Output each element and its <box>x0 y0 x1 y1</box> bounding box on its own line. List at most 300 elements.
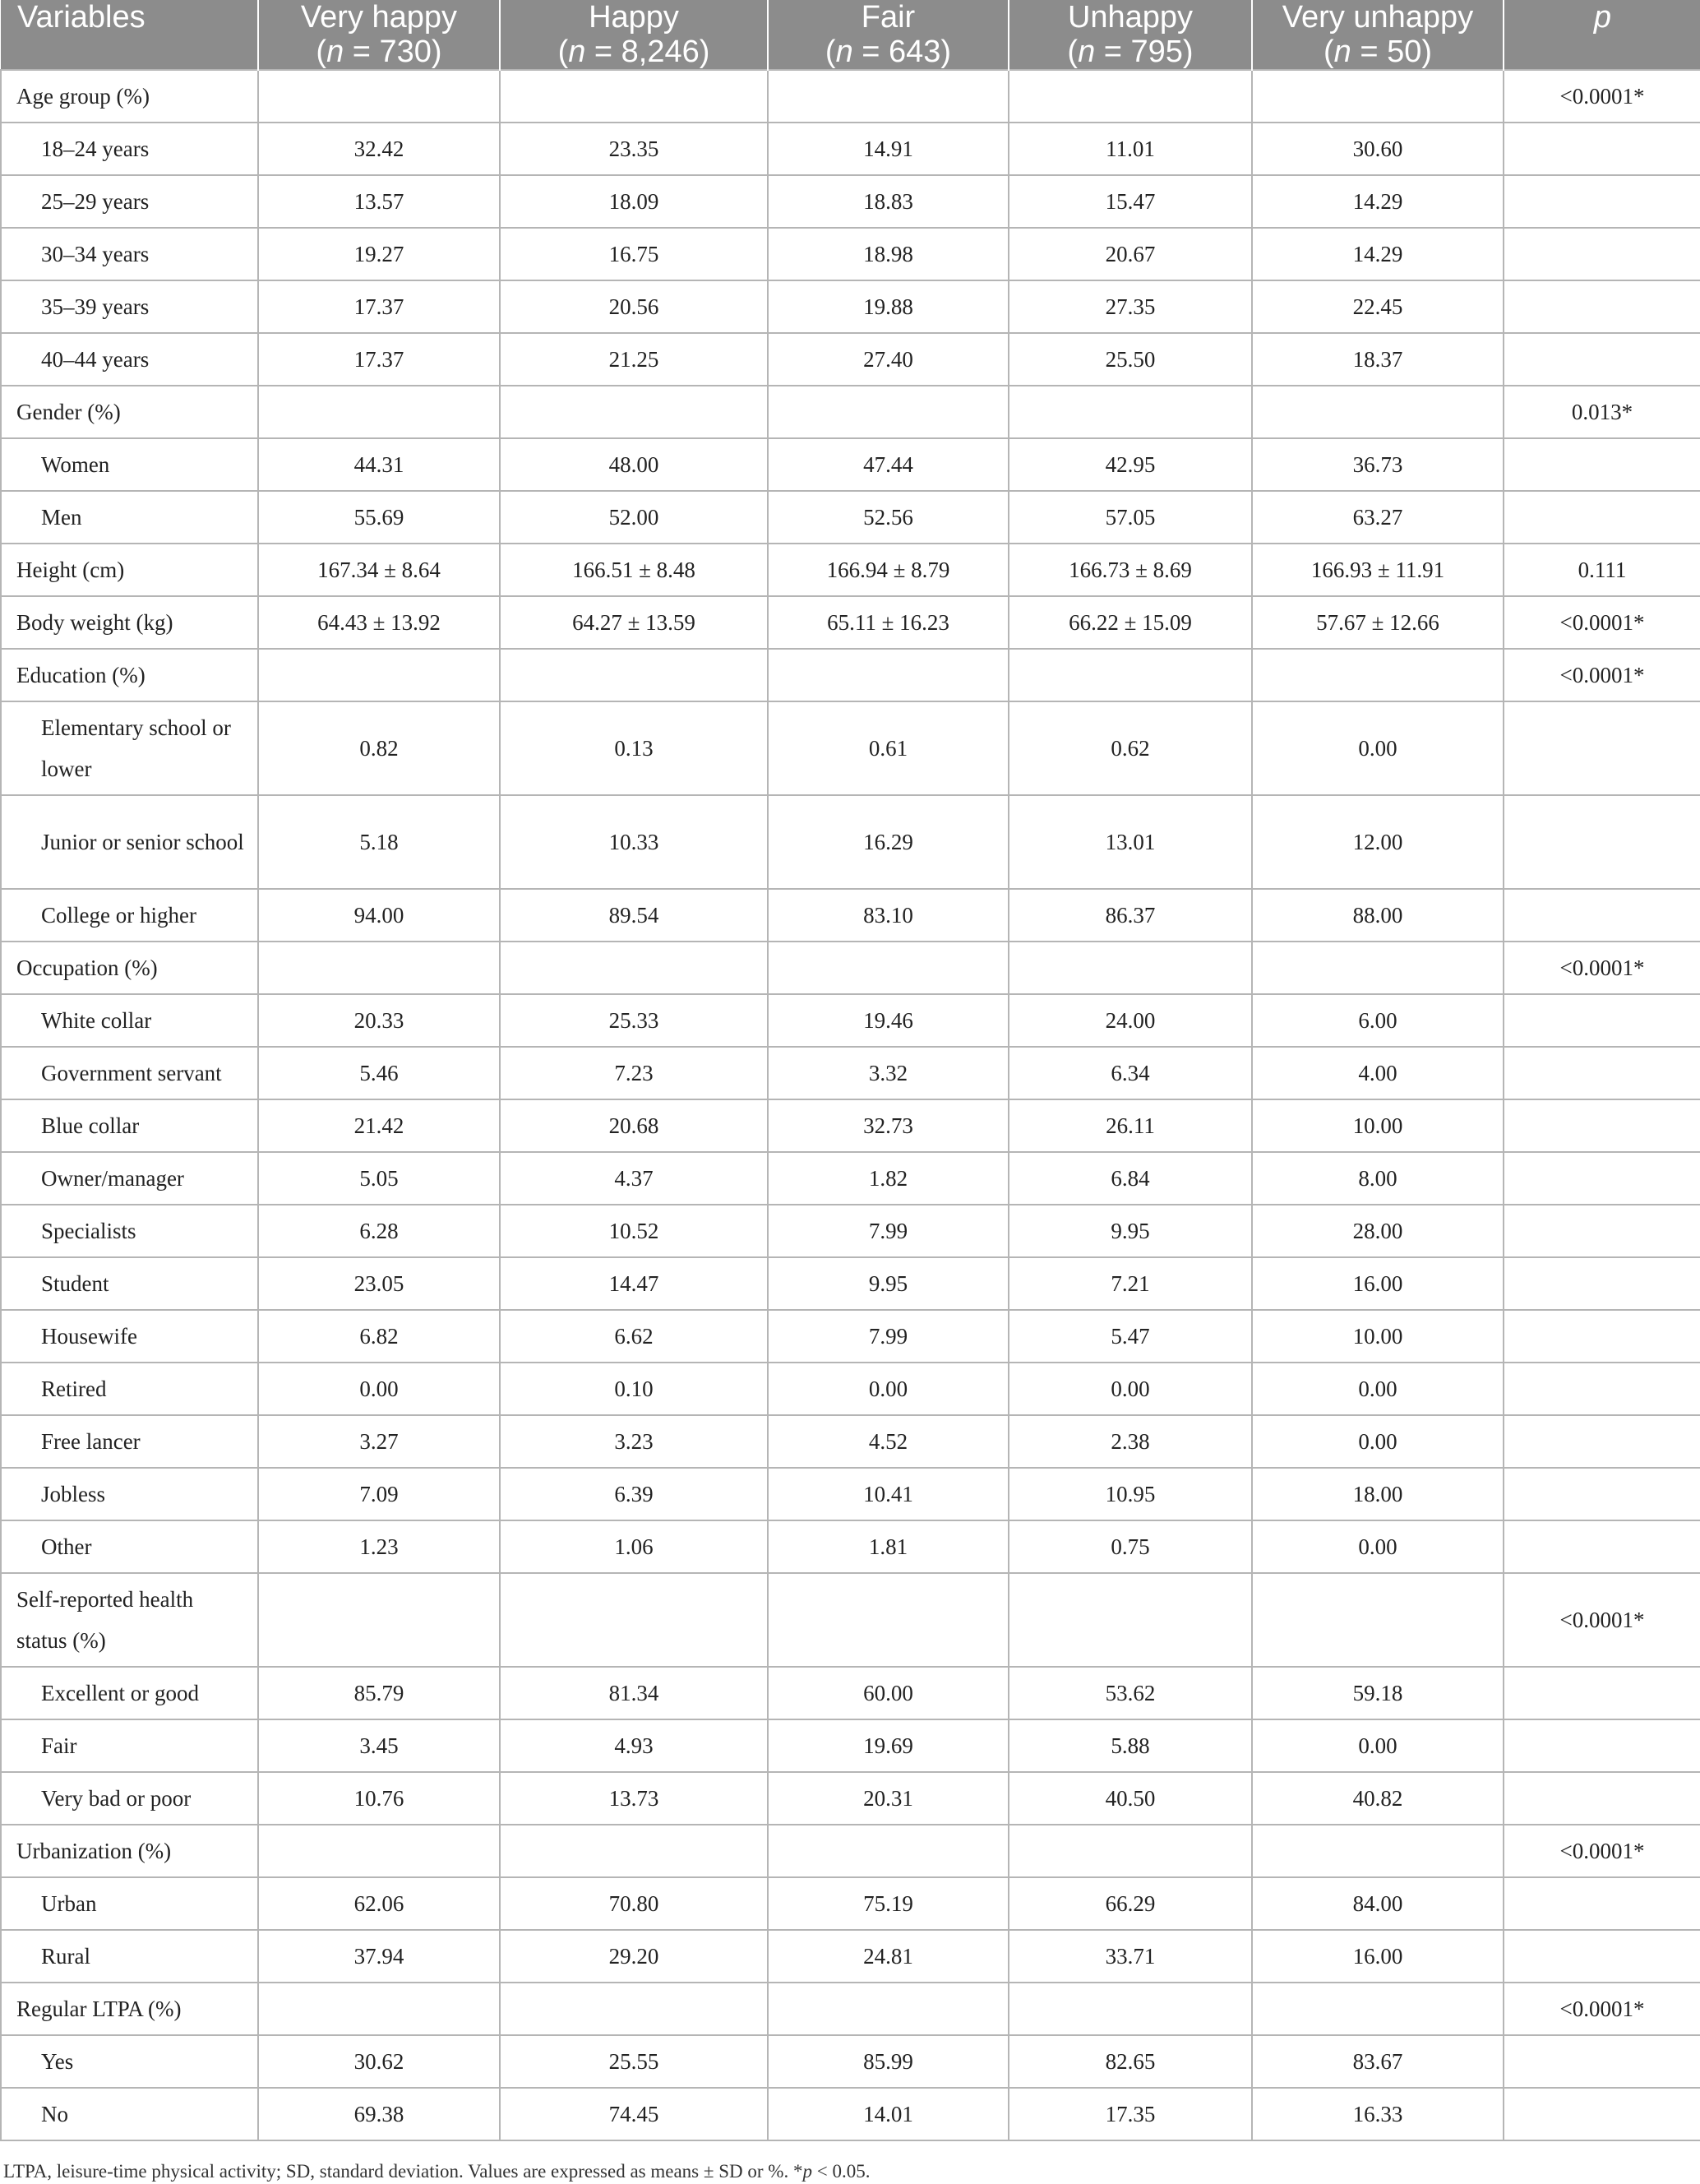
column-header-n: (n = 8,246) <box>557 35 710 69</box>
table-row <box>1 994 1700 1047</box>
column-header-0 <box>1 0 258 70</box>
value-cell: 4.52 <box>768 1415 1009 1468</box>
column-header-6 <box>1504 0 1700 70</box>
value-cell <box>768 70 1009 123</box>
value-cell: 0.10 <box>500 1363 768 1415</box>
value-cell <box>1252 1573 1504 1667</box>
value-cell: 16.75 <box>500 228 768 280</box>
value-cell: 0.13 <box>500 701 768 795</box>
value-cell: 40.50 <box>1009 1772 1252 1825</box>
value-cell: 6.39 <box>500 1468 768 1520</box>
table-row <box>1 1877 1700 1930</box>
value-cell: 52.00 <box>500 491 768 544</box>
value-cell: 28.00 <box>1252 1205 1504 1257</box>
value-cell: 166.94 ± 8.79 <box>768 544 1009 596</box>
value-cell: 24.81 <box>768 1930 1009 1983</box>
value-cell: 57.67 ± 12.66 <box>1252 596 1504 649</box>
table-row <box>1 2035 1700 2088</box>
p-value-cell <box>1504 1468 1700 1520</box>
category-label: Regular LTPA (%) <box>1 1983 258 2035</box>
row-label: 35–39 years <box>1 280 258 333</box>
footnote-text: LTPA, leisure-time physical activity; SD, standard deviation. Values are expressed as means ± SD or %. * <box>3 2161 803 2182</box>
value-cell: 7.99 <box>768 1205 1009 1257</box>
value-cell <box>1009 1983 1252 2035</box>
value-cell: 27.40 <box>768 333 1009 386</box>
value-cell: 4.93 <box>500 1719 768 1772</box>
category-row <box>1 386 1700 438</box>
value-cell <box>1252 942 1504 994</box>
value-cell: 166.51 ± 8.48 <box>500 544 768 596</box>
value-cell: 25.50 <box>1009 333 1252 386</box>
value-cell: 47.44 <box>768 438 1009 491</box>
row-label: Elementary school or lower <box>1 701 258 795</box>
value-cell: 5.46 <box>258 1047 500 1099</box>
p-value-cell: 0.013* <box>1504 386 1700 438</box>
value-cell <box>1252 1825 1504 1877</box>
category-row <box>1 1573 1700 1667</box>
value-cell: 4.37 <box>500 1152 768 1205</box>
value-cell: 15.47 <box>1009 175 1252 228</box>
row-label: 25–29 years <box>1 175 258 228</box>
value-cell <box>1009 649 1252 701</box>
p-value-cell <box>1504 701 1700 795</box>
table-row <box>1 333 1700 386</box>
value-cell: 32.42 <box>258 123 500 175</box>
row-label: Other <box>1 1520 258 1573</box>
value-cell: 83.10 <box>768 889 1009 942</box>
category-row <box>1 544 1700 596</box>
p-value-cell <box>1504 123 1700 175</box>
row-label: College or higher <box>1 889 258 942</box>
value-cell: 3.27 <box>258 1415 500 1468</box>
row-label: Urban <box>1 1877 258 1930</box>
value-cell: 3.32 <box>768 1047 1009 1099</box>
column-header-4 <box>1009 0 1252 70</box>
value-cell: 40.82 <box>1252 1772 1504 1825</box>
value-cell: 17.35 <box>1009 2088 1252 2140</box>
value-cell: 10.00 <box>1252 1310 1504 1363</box>
value-cell: 24.00 <box>1009 994 1252 1047</box>
value-cell: 0.00 <box>258 1363 500 1415</box>
value-cell: 166.93 ± 11.91 <box>1252 544 1504 596</box>
p-value-cell: <0.0001* <box>1504 942 1700 994</box>
p-value-cell: <0.0001* <box>1504 596 1700 649</box>
category-label: Body weight (kg) <box>1 596 258 649</box>
footnote-text-end: < 0.05. <box>811 2161 871 2182</box>
value-cell: 21.25 <box>500 333 768 386</box>
column-header-1 <box>258 0 500 70</box>
value-cell: 5.05 <box>258 1152 500 1205</box>
value-cell: 86.37 <box>1009 889 1252 942</box>
value-cell: 10.00 <box>1252 1099 1504 1152</box>
p-value-cell <box>1504 1719 1700 1772</box>
value-cell: 18.00 <box>1252 1468 1504 1520</box>
value-cell: 10.41 <box>768 1468 1009 1520</box>
value-cell: 27.35 <box>1009 280 1252 333</box>
row-label: Yes <box>1 2035 258 2088</box>
value-cell: 6.84 <box>1009 1152 1252 1205</box>
value-cell: 1.23 <box>258 1520 500 1573</box>
value-cell: 74.45 <box>500 2088 768 2140</box>
value-cell: 14.29 <box>1252 175 1504 228</box>
value-cell: 16.33 <box>1252 2088 1504 2140</box>
value-cell: 81.34 <box>500 1667 768 1719</box>
table-row <box>1 1047 1700 1099</box>
value-cell: 0.00 <box>1252 1520 1504 1573</box>
value-cell: 13.57 <box>258 175 500 228</box>
column-header-label: Variables <box>17 0 146 35</box>
table-row <box>1 491 1700 544</box>
value-cell: 0.00 <box>1252 701 1504 795</box>
value-cell: 42.95 <box>1009 438 1252 491</box>
p-value-cell <box>1504 1310 1700 1363</box>
p-value-cell <box>1504 1877 1700 1930</box>
table-row <box>1 795 1700 889</box>
value-cell: 6.00 <box>1252 994 1504 1047</box>
table-row <box>1 175 1700 228</box>
value-cell: 3.45 <box>258 1719 500 1772</box>
column-header-n: (n = 730) <box>316 35 442 69</box>
row-label: Free lancer <box>1 1415 258 1468</box>
value-cell <box>500 1573 768 1667</box>
value-cell <box>1252 70 1504 123</box>
table-row <box>1 1520 1700 1573</box>
table-header <box>1 0 1700 70</box>
value-cell: 166.73 ± 8.69 <box>1009 544 1252 596</box>
value-cell: 18.09 <box>500 175 768 228</box>
category-label: Self-reported health status (%) <box>1 1573 258 1667</box>
value-cell: 83.67 <box>1252 2035 1504 2088</box>
column-header-n: (n = 795) <box>1067 35 1194 69</box>
value-cell: 0.00 <box>1252 1363 1504 1415</box>
table-row <box>1 1152 1700 1205</box>
value-cell: 88.00 <box>1252 889 1504 942</box>
column-header-n: (n = 50) <box>1323 35 1433 69</box>
p-value-cell <box>1504 1667 1700 1719</box>
table-row <box>1 1205 1700 1257</box>
p-value-cell <box>1504 1772 1700 1825</box>
p-value-cell: <0.0001* <box>1504 1573 1700 1667</box>
value-cell <box>768 1825 1009 1877</box>
value-cell <box>258 386 500 438</box>
value-cell: 16.29 <box>768 795 1009 889</box>
value-cell: 10.33 <box>500 795 768 889</box>
value-cell: 62.06 <box>258 1877 500 1930</box>
row-label: No <box>1 2088 258 2140</box>
column-header-label: Unhappy <box>1067 0 1194 35</box>
table-row <box>1 1930 1700 1983</box>
value-cell <box>500 1983 768 2035</box>
value-cell <box>768 1573 1009 1667</box>
value-cell: 75.19 <box>768 1877 1009 1930</box>
value-cell: 16.00 <box>1252 1930 1504 1983</box>
p-value-cell <box>1504 1205 1700 1257</box>
value-cell <box>1009 386 1252 438</box>
row-label: 40–44 years <box>1 333 258 386</box>
value-cell: 19.27 <box>258 228 500 280</box>
table-row <box>1 889 1700 942</box>
value-cell: 65.11 ± 16.23 <box>768 596 1009 649</box>
value-cell: 55.69 <box>258 491 500 544</box>
value-cell <box>258 1825 500 1877</box>
column-header-5 <box>1252 0 1504 70</box>
p-value-cell <box>1504 795 1700 889</box>
value-cell: 4.00 <box>1252 1047 1504 1099</box>
value-cell: 2.38 <box>1009 1415 1252 1468</box>
table-row <box>1 1363 1700 1415</box>
value-cell: 7.99 <box>768 1310 1009 1363</box>
row-label: Government servant <box>1 1047 258 1099</box>
value-cell <box>500 942 768 994</box>
value-cell: 18.83 <box>768 175 1009 228</box>
row-label: Fair <box>1 1719 258 1772</box>
value-cell: 10.95 <box>1009 1468 1252 1520</box>
p-value-cell <box>1504 1363 1700 1415</box>
value-cell <box>258 649 500 701</box>
row-label: Women <box>1 438 258 491</box>
value-cell <box>1252 1983 1504 2035</box>
footnote-p-symbol: p <box>802 2161 812 2182</box>
value-cell: 33.71 <box>1009 1930 1252 1983</box>
row-label: Owner/manager <box>1 1152 258 1205</box>
row-label: Excellent or good <box>1 1667 258 1719</box>
table-row <box>1 228 1700 280</box>
value-cell: 3.23 <box>500 1415 768 1468</box>
value-cell: 5.47 <box>1009 1310 1252 1363</box>
value-cell: 66.22 ± 15.09 <box>1009 596 1252 649</box>
value-cell: 18.98 <box>768 228 1009 280</box>
row-label: Housewife <box>1 1310 258 1363</box>
value-cell: 23.05 <box>258 1257 500 1310</box>
value-cell: 20.56 <box>500 280 768 333</box>
row-label: White collar <box>1 994 258 1047</box>
p-value-cell <box>1504 333 1700 386</box>
category-row <box>1 942 1700 994</box>
column-header-label: Very unhappy <box>1282 0 1474 35</box>
value-cell: 7.21 <box>1009 1257 1252 1310</box>
p-value-cell <box>1504 889 1700 942</box>
p-value-cell <box>1504 438 1700 491</box>
p-value-cell <box>1504 2035 1700 2088</box>
table-row <box>1 2088 1700 2140</box>
value-cell: 25.55 <box>500 2035 768 2088</box>
p-value-cell <box>1504 228 1700 280</box>
value-cell: 57.05 <box>1009 491 1252 544</box>
value-cell <box>1252 386 1504 438</box>
row-label: Student <box>1 1257 258 1310</box>
value-cell: 167.34 ± 8.64 <box>258 544 500 596</box>
value-cell <box>768 649 1009 701</box>
value-cell: 11.01 <box>1009 123 1252 175</box>
row-label: Specialists <box>1 1205 258 1257</box>
value-cell: 20.67 <box>1009 228 1252 280</box>
value-cell: 17.37 <box>258 333 500 386</box>
table-row <box>1 701 1700 795</box>
p-value-cell: <0.0001* <box>1504 649 1700 701</box>
category-label: Education (%) <box>1 649 258 701</box>
value-cell: 36.73 <box>1252 438 1504 491</box>
value-cell <box>500 386 768 438</box>
value-cell: 94.00 <box>258 889 500 942</box>
p-value-cell: <0.0001* <box>1504 70 1700 123</box>
column-header-label: Very happy <box>300 0 458 35</box>
p-value-cell <box>1504 1520 1700 1573</box>
value-cell <box>1009 1825 1252 1877</box>
value-cell: 69.38 <box>258 2088 500 2140</box>
value-cell: 5.18 <box>258 795 500 889</box>
value-cell: 5.88 <box>1009 1719 1252 1772</box>
value-cell <box>500 649 768 701</box>
value-cell: 8.00 <box>1252 1152 1504 1205</box>
category-label: Urbanization (%) <box>1 1825 258 1877</box>
category-row <box>1 1983 1700 2035</box>
category-row <box>1 596 1700 649</box>
value-cell: 85.79 <box>258 1667 500 1719</box>
value-cell: 23.35 <box>500 123 768 175</box>
header-row <box>1 0 1700 70</box>
value-cell: 70.80 <box>500 1877 768 1930</box>
value-cell: 12.00 <box>1252 795 1504 889</box>
table-body <box>1 70 1700 2140</box>
p-value-cell: <0.0001* <box>1504 1983 1700 2035</box>
value-cell: 66.29 <box>1009 1877 1252 1930</box>
value-cell: 64.27 ± 13.59 <box>500 596 768 649</box>
value-cell: 22.45 <box>1252 280 1504 333</box>
value-cell: 0.61 <box>768 701 1009 795</box>
column-header-label: Happy <box>589 0 679 35</box>
table-footnote <box>0 2141 1700 2184</box>
column-header-n: (n = 643) <box>825 35 952 69</box>
value-cell <box>768 386 1009 438</box>
value-cell: 0.75 <box>1009 1520 1252 1573</box>
p-value-cell <box>1504 994 1700 1047</box>
row-label: 18–24 years <box>1 123 258 175</box>
value-cell <box>500 70 768 123</box>
value-cell: 0.00 <box>768 1363 1009 1415</box>
column-header-2 <box>500 0 768 70</box>
table-row <box>1 1468 1700 1520</box>
value-cell: 64.43 ± 13.92 <box>258 596 500 649</box>
value-cell: 37.94 <box>258 1930 500 1983</box>
value-cell <box>768 942 1009 994</box>
value-cell: 9.95 <box>1009 1205 1252 1257</box>
p-value-cell <box>1504 491 1700 544</box>
column-header-label: Fair <box>861 0 916 35</box>
row-label: Blue collar <box>1 1099 258 1152</box>
value-cell <box>1009 1573 1252 1667</box>
value-cell <box>1009 70 1252 123</box>
value-cell: 6.28 <box>258 1205 500 1257</box>
value-cell: 6.34 <box>1009 1047 1252 1099</box>
value-cell: 0.00 <box>1252 1719 1504 1772</box>
value-cell: 10.52 <box>500 1205 768 1257</box>
value-cell: 13.01 <box>1009 795 1252 889</box>
value-cell: 20.68 <box>500 1099 768 1152</box>
value-cell: 1.81 <box>768 1520 1009 1573</box>
value-cell: 53.62 <box>1009 1667 1252 1719</box>
row-label: Junior or senior school <box>1 795 258 889</box>
value-cell <box>258 70 500 123</box>
value-cell: 14.01 <box>768 2088 1009 2140</box>
value-cell: 14.29 <box>1252 228 1504 280</box>
value-cell: 63.27 <box>1252 491 1504 544</box>
value-cell <box>258 942 500 994</box>
p-value-cell <box>1504 1099 1700 1152</box>
column-header-3 <box>768 0 1009 70</box>
table-row <box>1 1257 1700 1310</box>
p-value-cell <box>1504 1047 1700 1099</box>
value-cell: 9.95 <box>768 1257 1009 1310</box>
value-cell: 13.73 <box>500 1772 768 1825</box>
table-row <box>1 280 1700 333</box>
value-cell: 6.82 <box>258 1310 500 1363</box>
value-cell: 7.23 <box>500 1047 768 1099</box>
p-value-cell: 0.111 <box>1504 544 1700 596</box>
value-cell <box>258 1983 500 2035</box>
value-cell <box>1252 649 1504 701</box>
category-label: Occupation (%) <box>1 942 258 994</box>
value-cell: 19.88 <box>768 280 1009 333</box>
value-cell: 20.31 <box>768 1772 1009 1825</box>
p-value-cell <box>1504 1930 1700 1983</box>
p-value-cell <box>1504 1415 1700 1468</box>
value-cell: 82.65 <box>1009 2035 1252 2088</box>
value-cell: 0.82 <box>258 701 500 795</box>
value-cell: 30.60 <box>1252 123 1504 175</box>
row-label: Very bad or poor <box>1 1772 258 1825</box>
value-cell: 84.00 <box>1252 1877 1504 1930</box>
value-cell: 18.37 <box>1252 333 1504 386</box>
value-cell <box>258 1573 500 1667</box>
value-cell: 14.91 <box>768 123 1009 175</box>
value-cell: 0.62 <box>1009 701 1252 795</box>
value-cell: 19.69 <box>768 1719 1009 1772</box>
value-cell: 52.56 <box>768 491 1009 544</box>
value-cell: 10.76 <box>258 1772 500 1825</box>
category-label: Height (cm) <box>1 544 258 596</box>
table-row <box>1 1667 1700 1719</box>
value-cell: 59.18 <box>1252 1667 1504 1719</box>
p-value-cell <box>1504 1257 1700 1310</box>
value-cell: 29.20 <box>500 1930 768 1983</box>
value-cell: 89.54 <box>500 889 768 942</box>
value-cell: 17.37 <box>258 280 500 333</box>
p-value-cell <box>1504 1152 1700 1205</box>
value-cell: 60.00 <box>768 1667 1009 1719</box>
value-cell: 26.11 <box>1009 1099 1252 1152</box>
value-cell: 85.99 <box>768 2035 1009 2088</box>
value-cell: 25.33 <box>500 994 768 1047</box>
value-cell: 20.33 <box>258 994 500 1047</box>
category-label: Gender (%) <box>1 386 258 438</box>
value-cell: 7.09 <box>258 1468 500 1520</box>
value-cell: 44.31 <box>258 438 500 491</box>
table-row <box>1 1310 1700 1363</box>
category-row <box>1 649 1700 701</box>
table-row <box>1 1099 1700 1152</box>
table-row <box>1 1415 1700 1468</box>
value-cell: 16.00 <box>1252 1257 1504 1310</box>
table-row <box>1 438 1700 491</box>
p-value-cell <box>1504 175 1700 228</box>
value-cell: 6.62 <box>500 1310 768 1363</box>
value-cell: 30.62 <box>258 2035 500 2088</box>
p-value-cell: <0.0001* <box>1504 1825 1700 1877</box>
category-label: Age group (%) <box>1 70 258 123</box>
row-label: 30–34 years <box>1 228 258 280</box>
value-cell <box>1009 942 1252 994</box>
category-row <box>1 70 1700 123</box>
